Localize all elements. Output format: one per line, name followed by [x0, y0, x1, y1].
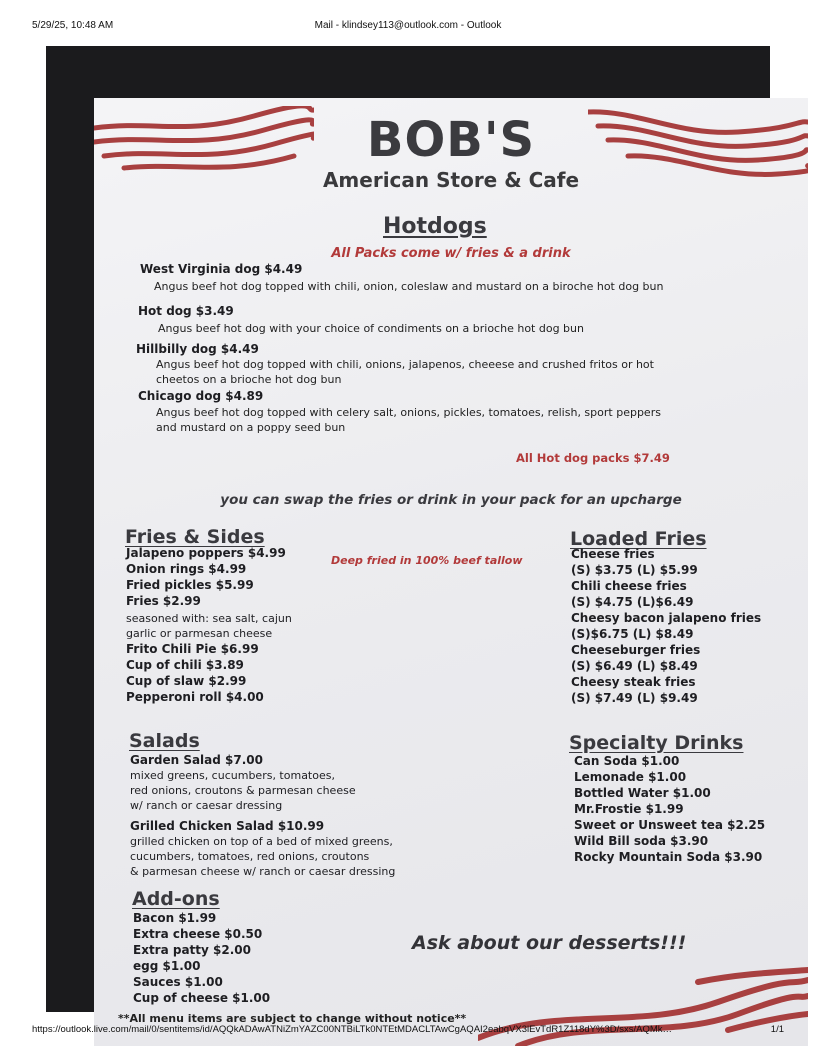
hotdogs-heading: Hotdogs [383, 214, 487, 239]
hotdog-item-name: West Virginia dog $4.49 [140, 262, 303, 276]
print-datetime: 5/29/25, 10:48 AM [32, 20, 114, 31]
store-logo-text: BOB'S [366, 112, 536, 168]
menu-sheet [94, 98, 808, 1046]
beef-tallow-note: Deep fried in 100% beef tallow [331, 554, 523, 567]
salad-name: Grilled Chicken Salad $10.99 [130, 819, 325, 833]
fries-sides-list [126, 545, 292, 705]
menu-item: Cup of chili $3.89 [126, 658, 244, 672]
print-url: https://outlook.live.com/mail/0/sentitems/id/AQQkADAwATNiZmYAZC00NTBiLTk0NTEtMDACLTAwCgAQAI2eabqVX3lEvTdR1Z118dY%3D/sxs/AQMk… [32, 1024, 673, 1035]
salad-desc: grilled chicken on top of a bed of mixed greens, [130, 835, 393, 848]
hotdog-item-desc: Angus beef hot dog topped with chili, onions, jalapenos, cheeese and crushed fritos or hot [156, 358, 654, 371]
print-header [32, 20, 784, 34]
salad-desc: cucumbers, tomatoes, red onions, croutons [130, 850, 370, 863]
hotdog-item-desc: Angus beef hot dog with your choice of condiments on a brioche hot dog bun [158, 322, 584, 335]
menu-item: Bottled Water $1.00 [574, 786, 711, 800]
menu-item: Onion rings $4.99 [126, 562, 247, 576]
salads-list [130, 752, 395, 879]
menu-item: Cheeseburger fries [571, 643, 701, 657]
swap-note: you can swap the fries or drink in your pack for an upcharge [220, 492, 682, 508]
store-tagline: American Store & Cafe [322, 168, 580, 192]
change-notice: **All menu items are subject to change without notice** [118, 1012, 467, 1025]
hotdog-item-desc: Angus beef hot dog topped with celery salt, onions, pickles, tomatoes, relish, sport peppers [156, 406, 661, 419]
loaded-fries-heading: Loaded Fries [570, 528, 707, 550]
seasoning-desc: garlic or parmesan cheese [126, 627, 273, 640]
hotdog-item-name: Hillbilly dog $4.49 [136, 342, 259, 356]
menu-item: Mr.Frostie $1.99 [574, 802, 684, 816]
menu-item: Cup of cheese $1.00 [133, 991, 271, 1005]
salad-desc: w/ ranch or caesar dressing [130, 799, 283, 812]
specialty-drinks-heading: Specialty Drinks [569, 732, 744, 754]
menu-item: egg $1.00 [133, 959, 201, 973]
menu-item: (S) $4.75 (L)$6.49 [571, 595, 694, 609]
print-title: Mail - klindsey113@outlook.com - Outlook [314, 20, 502, 31]
salad-desc: red onions, croutons & parmesan cheese [130, 784, 356, 797]
specialty-drinks-list [574, 753, 765, 865]
menu-item: Cup of slaw $2.99 [126, 674, 247, 688]
menu-item: (S)$6.75 (L) $8.49 [571, 627, 694, 641]
seasoning-desc: seasoned with: sea salt, cajun [126, 612, 292, 625]
menu-item: (S) $3.75 (L) $5.99 [571, 563, 698, 577]
menu-item: Cheese fries [571, 547, 655, 561]
salad-name: Garden Salad $7.00 [130, 753, 263, 767]
menu-item: Fries $2.99 [126, 594, 201, 608]
packs-note: All Packs come w/ fries & a drink [331, 246, 571, 261]
menu-item: Cheesy bacon jalapeno fries [571, 611, 762, 625]
addons-heading: Add-ons [132, 888, 220, 910]
fries-sides-heading: Fries & Sides [125, 526, 265, 548]
menu-item: (S) $7.49 (L) $9.49 [571, 691, 698, 705]
hotdog-packs-price: All Hot dog packs $7.49 [516, 451, 670, 465]
hotdog-item-desc: Angus beef hot dog topped with chili, onion, coleslaw and mustard on a biroche hot dog bun [154, 280, 664, 293]
menu-item: Frito Chili Pie $6.99 [126, 642, 259, 656]
hotdog-item-desc: and mustard on a poppy seed bun [156, 421, 346, 434]
page-number: 1/1 [770, 1024, 784, 1035]
menu-item: Rocky Mountain Soda $3.90 [574, 850, 763, 864]
hotdog-item-name: Hot dog $3.49 [138, 304, 234, 318]
menu-item: Jalapeno poppers $4.99 [126, 546, 286, 560]
addons-list [133, 910, 270, 1006]
menu-item: (S) $6.49 (L) $8.49 [571, 659, 698, 673]
desserts-callout: Ask about our desserts!!! [412, 932, 687, 954]
menu-item: Extra cheese $0.50 [133, 927, 263, 941]
menu-item: Extra patty $2.00 [133, 943, 251, 957]
print-footer [32, 1024, 784, 1038]
menu-item: Wild Bill soda $3.90 [574, 834, 709, 848]
hotdog-item-name: Chicago dog $4.89 [138, 389, 264, 403]
loaded-fries-list [571, 546, 761, 706]
menu-item: Sweet or Unsweet tea $2.25 [574, 818, 766, 832]
menu-item: Lemonade $1.00 [574, 770, 687, 784]
menu-item: Can Soda $1.00 [574, 754, 680, 768]
menu-item: Fried pickles $5.99 [126, 578, 254, 592]
salads-heading: Salads [129, 730, 200, 752]
menu-item: Sauces $1.00 [133, 975, 223, 989]
hotdog-item-desc: cheetos on a brioche hot dog bun [156, 373, 342, 386]
menu-photo [46, 46, 770, 1025]
salad-desc: mixed greens, cucumbers, tomatoes, [130, 769, 335, 782]
menu-item: Bacon $1.99 [133, 911, 217, 925]
menu-item: Cheesy steak fries [571, 675, 696, 689]
salad-desc: & parmesan cheese w/ ranch or caesar dressing [130, 865, 396, 878]
menu-item: Pepperoni roll $4.00 [126, 690, 264, 704]
menu-item: Chili cheese fries [571, 579, 687, 593]
